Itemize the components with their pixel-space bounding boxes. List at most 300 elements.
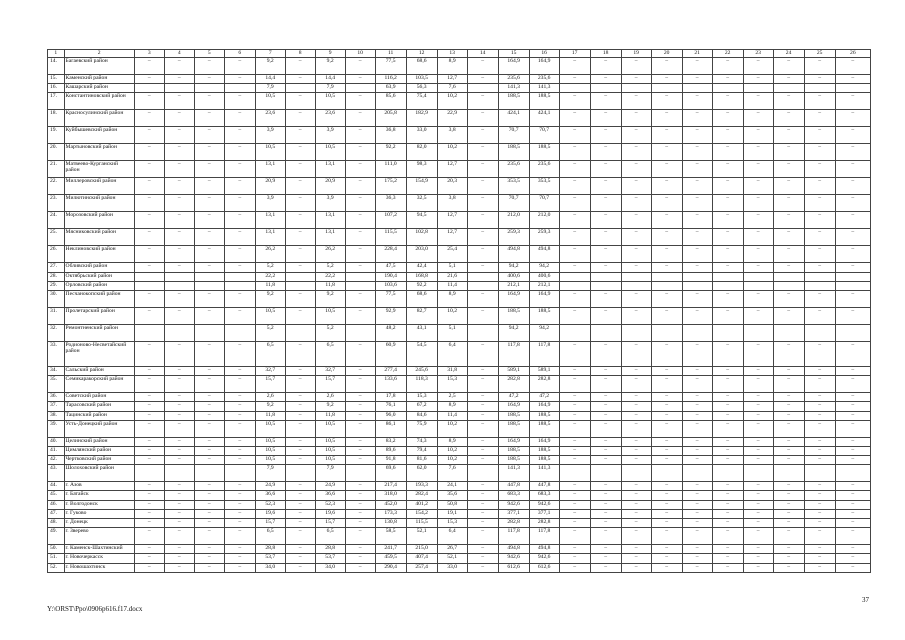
row-number-cell: 15. xyxy=(48,75,65,84)
value-cell: 683,3 xyxy=(498,491,529,500)
table-row xyxy=(48,563,871,572)
value-cell: – xyxy=(651,161,682,178)
value-cell: – xyxy=(773,307,804,324)
table-row xyxy=(48,545,871,554)
value-cell: – xyxy=(559,491,590,500)
header-cell: 4 xyxy=(164,50,194,58)
table-row xyxy=(48,195,871,212)
header-cell: 22 xyxy=(712,50,743,58)
value-cell: 494,8 xyxy=(498,545,529,554)
district-name-cell: г. Волгодонск xyxy=(64,500,134,509)
value-cell: – xyxy=(345,144,375,161)
value-cell: – xyxy=(224,402,255,411)
value-cell: 9,2 xyxy=(255,290,285,307)
value-cell: – xyxy=(134,402,164,411)
value-cell: – xyxy=(559,528,590,545)
value-cell: – xyxy=(345,366,375,375)
value-cell: – xyxy=(835,58,870,75)
value-cell: – xyxy=(712,446,743,455)
value-cell: 24,9 xyxy=(315,482,345,491)
value-cell xyxy=(285,281,315,290)
value-cell: – xyxy=(224,446,255,455)
value-cell: – xyxy=(194,393,224,402)
value-cell xyxy=(590,281,621,290)
value-cell: – xyxy=(559,341,590,366)
value-cell: 77,5 xyxy=(375,290,406,307)
value-cell: – xyxy=(345,178,375,195)
value-cell: 22,9 xyxy=(437,110,467,127)
table-row xyxy=(48,491,871,500)
value-cell xyxy=(804,272,835,281)
district-name-cell: Пролетарский район xyxy=(64,307,134,324)
value-cell: – xyxy=(164,58,194,75)
value-cell: – xyxy=(682,195,712,212)
value-cell: 168,8 xyxy=(406,272,437,281)
value-cell: – xyxy=(345,420,375,437)
district-name-cell: Орловский район xyxy=(64,281,134,290)
value-cell: – xyxy=(559,195,590,212)
value-cell: – xyxy=(164,446,194,455)
value-cell: – xyxy=(651,127,682,144)
value-cell: – xyxy=(743,263,773,272)
row-number-cell: 26. xyxy=(48,246,65,263)
table-row xyxy=(48,509,871,518)
value-cell: – xyxy=(194,509,224,518)
value-cell: 6,5 xyxy=(315,528,345,545)
value-cell: – xyxy=(743,519,773,528)
value-cell: – xyxy=(559,519,590,528)
value-cell xyxy=(621,84,651,93)
value-cell: 11,8 xyxy=(315,281,345,290)
value-cell xyxy=(345,281,375,290)
district-name-cell: г. Батайск xyxy=(64,491,134,500)
row-number-cell: 25. xyxy=(48,229,65,246)
value-cell: – xyxy=(194,446,224,455)
value-cell xyxy=(712,272,743,281)
value-cell: – xyxy=(345,446,375,455)
value-cell: – xyxy=(194,93,224,110)
value-cell: – xyxy=(164,229,194,246)
value-cell: – xyxy=(773,500,804,509)
value-cell: – xyxy=(194,290,224,307)
value-cell: – xyxy=(773,519,804,528)
value-cell: – xyxy=(651,307,682,324)
value-cell: – xyxy=(682,519,712,528)
row-number-cell: 36. xyxy=(48,393,65,402)
value-cell: – xyxy=(651,411,682,420)
value-cell xyxy=(285,324,315,341)
value-cell: – xyxy=(285,563,315,572)
value-cell: – xyxy=(164,110,194,127)
value-cell: 401,2 xyxy=(406,500,437,509)
value-cell: – xyxy=(621,420,651,437)
value-cell: 188,5 xyxy=(529,446,559,455)
value-cell: – xyxy=(224,144,255,161)
value-cell: 10,5 xyxy=(255,437,285,446)
value-cell xyxy=(194,84,224,93)
value-cell: 5,2 xyxy=(315,324,345,341)
value-cell: – xyxy=(285,195,315,212)
value-cell xyxy=(467,281,498,290)
value-cell xyxy=(835,281,870,290)
value-cell: 235,6 xyxy=(498,75,529,84)
value-cell: 23,6 xyxy=(315,110,345,127)
value-cell: 9,2 xyxy=(255,402,285,411)
value-cell xyxy=(467,84,498,93)
value-cell: 52,1 xyxy=(437,554,467,563)
value-cell: 6,5 xyxy=(255,341,285,366)
value-cell: – xyxy=(194,500,224,509)
value-cell: – xyxy=(590,528,621,545)
value-cell: 10,5 xyxy=(315,307,345,324)
value-cell: – xyxy=(773,178,804,195)
value-cell: – xyxy=(467,75,498,84)
value-cell: 17,8 xyxy=(375,393,406,402)
value-cell: – xyxy=(682,307,712,324)
value-cell: – xyxy=(467,456,498,465)
value-cell: – xyxy=(590,554,621,563)
value-cell: – xyxy=(682,420,712,437)
value-cell: 188,5 xyxy=(498,456,529,465)
value-cell xyxy=(134,84,164,93)
value-cell: 96,0 xyxy=(375,411,406,420)
value-cell: – xyxy=(621,456,651,465)
value-cell: – xyxy=(621,491,651,500)
row-number-cell: 48. xyxy=(48,519,65,528)
value-cell: – xyxy=(682,341,712,366)
value-cell: 13,1 xyxy=(255,229,285,246)
value-cell: 190,4 xyxy=(375,272,406,281)
row-number-cell: 42. xyxy=(48,456,65,465)
value-cell: – xyxy=(743,500,773,509)
header-cell: 17 xyxy=(559,50,590,58)
value-cell: 48,2 xyxy=(375,324,406,341)
value-cell: – xyxy=(134,437,164,446)
value-cell: – xyxy=(743,127,773,144)
value-cell: – xyxy=(559,307,590,324)
value-cell: – xyxy=(651,393,682,402)
value-cell: – xyxy=(345,58,375,75)
value-cell: – xyxy=(835,376,870,393)
value-cell: – xyxy=(621,554,651,563)
value-cell: – xyxy=(194,341,224,366)
value-cell: 3,8 xyxy=(437,195,467,212)
value-cell: – xyxy=(164,393,194,402)
value-cell: – xyxy=(194,263,224,272)
value-cell: – xyxy=(345,437,375,446)
table-row xyxy=(48,307,871,324)
value-cell: 188,5 xyxy=(529,456,559,465)
value-cell: – xyxy=(621,195,651,212)
value-cell: – xyxy=(835,93,870,110)
value-cell: – xyxy=(773,341,804,366)
value-cell: – xyxy=(345,212,375,229)
value-cell: – xyxy=(134,456,164,465)
value-cell: 47,5 xyxy=(375,263,406,272)
value-cell: – xyxy=(651,341,682,366)
value-cell: – xyxy=(743,366,773,375)
header-cell: 19 xyxy=(621,50,651,58)
value-cell xyxy=(621,465,651,482)
value-cell: – xyxy=(773,110,804,127)
value-cell: 47,2 xyxy=(529,393,559,402)
value-cell: – xyxy=(835,212,870,229)
table-row xyxy=(48,528,871,545)
value-cell: 10,2 xyxy=(437,93,467,110)
value-cell: – xyxy=(590,341,621,366)
value-cell: – xyxy=(651,229,682,246)
value-cell: – xyxy=(804,393,835,402)
value-cell xyxy=(345,465,375,482)
value-cell xyxy=(224,281,255,290)
value-cell: – xyxy=(621,290,651,307)
value-cell: 282,8 xyxy=(529,376,559,393)
value-cell xyxy=(559,465,590,482)
value-cell: 10,5 xyxy=(315,144,345,161)
value-cell: – xyxy=(682,366,712,375)
value-cell xyxy=(164,465,194,482)
value-cell: 164,9 xyxy=(529,290,559,307)
value-cell: – xyxy=(467,446,498,455)
value-cell: – xyxy=(467,161,498,178)
value-cell: 22,2 xyxy=(255,272,285,281)
value-cell: – xyxy=(835,161,870,178)
value-cell: – xyxy=(164,75,194,84)
header-cell: 3 xyxy=(134,50,164,58)
value-cell: – xyxy=(134,144,164,161)
value-cell: – xyxy=(559,393,590,402)
value-cell: – xyxy=(804,500,835,509)
value-cell: – xyxy=(164,93,194,110)
header-cell: 6 xyxy=(224,50,255,58)
value-cell xyxy=(345,324,375,341)
value-cell: 424,1 xyxy=(498,110,529,127)
value-cell: – xyxy=(651,93,682,110)
value-cell: 9,2 xyxy=(315,290,345,307)
value-cell: – xyxy=(134,161,164,178)
value-cell: – xyxy=(743,528,773,545)
value-cell: 36,6 xyxy=(315,491,345,500)
value-cell: 10,5 xyxy=(255,144,285,161)
value-cell: – xyxy=(467,58,498,75)
value-cell: – xyxy=(773,263,804,272)
value-cell: 188,5 xyxy=(498,420,529,437)
value-cell: – xyxy=(835,341,870,366)
value-cell xyxy=(773,281,804,290)
value-cell: 164,9 xyxy=(498,290,529,307)
value-cell: – xyxy=(559,446,590,455)
value-cell: – xyxy=(621,482,651,491)
value-cell: – xyxy=(682,144,712,161)
value-cell: – xyxy=(285,110,315,127)
district-name-cell: Константиновский район xyxy=(64,93,134,110)
value-cell: – xyxy=(134,563,164,572)
value-cell: 52,3 xyxy=(255,500,285,509)
value-cell: – xyxy=(621,127,651,144)
value-cell: – xyxy=(164,554,194,563)
table-row xyxy=(48,341,871,366)
value-cell: 32,7 xyxy=(315,366,345,375)
value-cell: – xyxy=(804,519,835,528)
row-number-cell: 39. xyxy=(48,420,65,437)
header-row xyxy=(48,50,871,58)
value-cell: 282,4 xyxy=(406,491,437,500)
value-cell: 8,9 xyxy=(437,402,467,411)
value-cell: 11,4 xyxy=(437,281,467,290)
value-cell: – xyxy=(134,500,164,509)
value-cell: – xyxy=(712,411,743,420)
value-cell: – xyxy=(743,420,773,437)
value-cell: 15,7 xyxy=(255,376,285,393)
value-cell: 235,6 xyxy=(529,161,559,178)
district-name-cell: г. Гуково xyxy=(64,509,134,518)
value-cell xyxy=(621,281,651,290)
value-cell: 94,2 xyxy=(529,324,559,341)
value-cell: 75,9 xyxy=(406,420,437,437)
value-cell: – xyxy=(682,246,712,263)
value-cell: 589,1 xyxy=(498,366,529,375)
value-cell: – xyxy=(345,554,375,563)
value-cell: – xyxy=(467,393,498,402)
value-cell: 11,4 xyxy=(437,411,467,420)
value-cell: – xyxy=(559,93,590,110)
value-cell: – xyxy=(345,127,375,144)
row-number-cell: 47. xyxy=(48,509,65,518)
value-cell: – xyxy=(773,554,804,563)
value-cell: – xyxy=(134,411,164,420)
value-cell: – xyxy=(345,393,375,402)
value-cell: 7,9 xyxy=(255,465,285,482)
value-cell: – xyxy=(712,482,743,491)
value-cell: – xyxy=(559,402,590,411)
district-name-cell: Кашарский район xyxy=(64,84,134,93)
value-cell: – xyxy=(467,307,498,324)
value-cell: – xyxy=(559,178,590,195)
value-cell: – xyxy=(194,229,224,246)
value-cell: 235,6 xyxy=(498,161,529,178)
value-cell: 22,2 xyxy=(315,272,345,281)
row-number-cell: 49. xyxy=(48,528,65,545)
row-number-cell: 18. xyxy=(48,110,65,127)
value-cell xyxy=(804,84,835,93)
value-cell: – xyxy=(590,263,621,272)
value-cell: – xyxy=(134,376,164,393)
value-cell: – xyxy=(835,528,870,545)
value-cell: 10,2 xyxy=(437,420,467,437)
value-cell: 164,9 xyxy=(498,58,529,75)
value-cell: – xyxy=(621,93,651,110)
value-cell xyxy=(590,84,621,93)
value-cell: – xyxy=(621,229,651,246)
value-cell: – xyxy=(164,341,194,366)
value-cell: – xyxy=(712,509,743,518)
value-cell xyxy=(651,281,682,290)
value-cell: 91,8 xyxy=(375,456,406,465)
value-cell: – xyxy=(712,127,743,144)
value-cell: 53,7 xyxy=(315,554,345,563)
value-cell: – xyxy=(590,446,621,455)
value-cell: – xyxy=(345,528,375,545)
value-cell: 203,0 xyxy=(406,246,437,263)
value-cell: – xyxy=(224,195,255,212)
value-cell: – xyxy=(467,110,498,127)
value-cell: – xyxy=(467,411,498,420)
value-cell xyxy=(682,281,712,290)
value-cell: – xyxy=(559,420,590,437)
row-number-cell: 24. xyxy=(48,212,65,229)
value-cell: – xyxy=(651,144,682,161)
value-cell: – xyxy=(194,437,224,446)
value-cell xyxy=(835,465,870,482)
value-cell: – xyxy=(194,246,224,263)
value-cell: – xyxy=(651,290,682,307)
value-cell: 277,4 xyxy=(375,366,406,375)
value-cell: 10,5 xyxy=(315,93,345,110)
value-cell: – xyxy=(467,144,498,161)
value-cell: – xyxy=(712,500,743,509)
value-cell: – xyxy=(285,519,315,528)
value-cell: – xyxy=(835,290,870,307)
value-cell: – xyxy=(773,563,804,572)
value-cell: – xyxy=(804,341,835,366)
value-cell: – xyxy=(285,144,315,161)
value-cell: – xyxy=(285,402,315,411)
value-cell xyxy=(164,272,194,281)
value-cell: – xyxy=(134,178,164,195)
value-cell: – xyxy=(804,528,835,545)
value-cell: – xyxy=(194,376,224,393)
value-cell: – xyxy=(467,420,498,437)
value-cell: 7,6 xyxy=(437,465,467,482)
value-cell: – xyxy=(224,563,255,572)
value-cell xyxy=(590,465,621,482)
value-cell: – xyxy=(712,563,743,572)
value-cell: 70,7 xyxy=(529,127,559,144)
value-cell: 15,7 xyxy=(255,519,285,528)
value-cell: 10,5 xyxy=(315,437,345,446)
value-cell: – xyxy=(712,366,743,375)
value-cell: – xyxy=(621,341,651,366)
value-cell: – xyxy=(194,402,224,411)
table-row xyxy=(48,402,871,411)
value-cell: – xyxy=(590,246,621,263)
value-cell: – xyxy=(467,195,498,212)
value-cell: – xyxy=(467,212,498,229)
value-cell: 175,2 xyxy=(375,178,406,195)
value-cell: – xyxy=(835,229,870,246)
value-cell: 10,5 xyxy=(255,420,285,437)
value-cell: – xyxy=(467,563,498,572)
value-cell: – xyxy=(590,563,621,572)
value-cell: – xyxy=(804,554,835,563)
value-cell: – xyxy=(164,528,194,545)
row-number-cell: 19. xyxy=(48,127,65,144)
district-name-cell: Обливский район xyxy=(64,263,134,272)
value-cell: – xyxy=(743,491,773,500)
value-cell: – xyxy=(773,411,804,420)
value-cell: 8,9 xyxy=(437,290,467,307)
table-row xyxy=(48,272,871,281)
value-cell: – xyxy=(621,411,651,420)
value-cell xyxy=(743,324,773,341)
value-cell: 63,9 xyxy=(375,84,406,93)
district-name-cell: Багаевский район xyxy=(64,58,134,75)
value-cell: 32,7 xyxy=(255,366,285,375)
value-cell: 26,7 xyxy=(437,545,467,554)
district-name-cell: г. Донецк xyxy=(64,519,134,528)
value-cell xyxy=(682,465,712,482)
value-cell: – xyxy=(590,144,621,161)
